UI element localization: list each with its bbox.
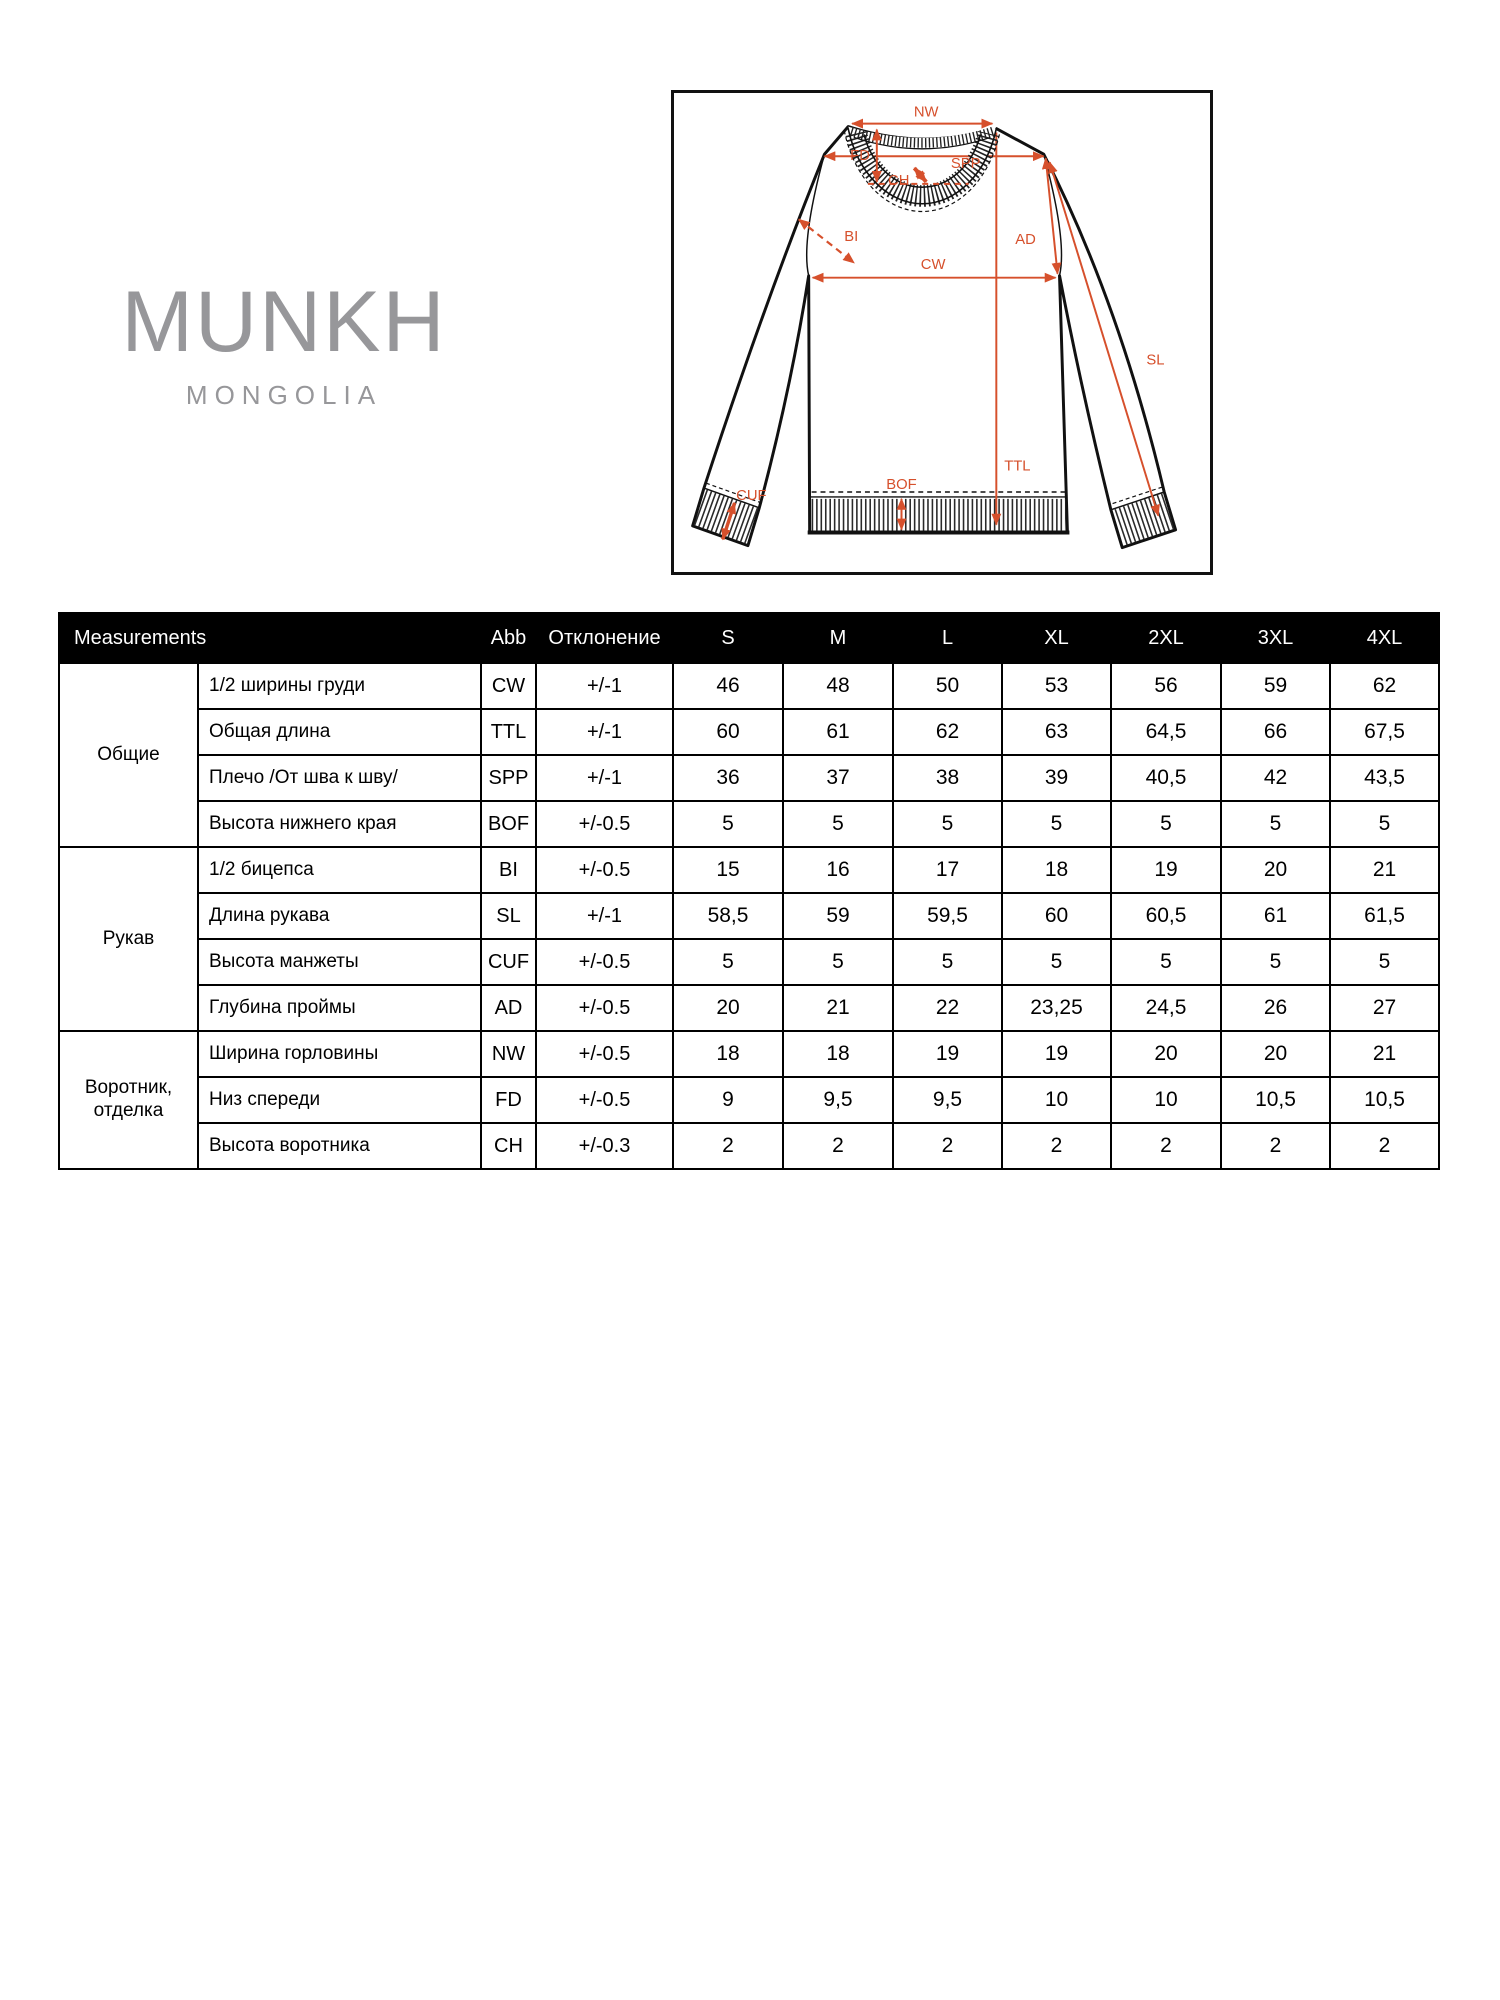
abbreviation: SPP xyxy=(481,755,536,801)
value-m: 5 xyxy=(783,801,893,847)
value-xl: 60 xyxy=(1002,893,1111,939)
value-2xl: 2 xyxy=(1111,1123,1221,1169)
value-3xl: 10,5 xyxy=(1221,1077,1330,1123)
value-l: 19 xyxy=(893,1031,1002,1077)
size-table xyxy=(58,612,1440,1170)
value-s: 20 xyxy=(673,985,783,1031)
table-row xyxy=(59,1123,1439,1169)
value-2xl: 56 xyxy=(1111,663,1221,709)
group-label-sleeve: Рукав xyxy=(59,847,198,1031)
value-l: 59,5 xyxy=(893,893,1002,939)
value-m: 9,5 xyxy=(783,1077,893,1123)
value-s: 36 xyxy=(673,755,783,801)
value-s: 58,5 xyxy=(673,893,783,939)
measurement-name: Высота воротника xyxy=(198,1123,481,1169)
value-l: 17 xyxy=(893,847,1002,893)
value-l: 50 xyxy=(893,663,1002,709)
tolerance: +/-1 xyxy=(536,709,673,755)
tolerance: +/-0.5 xyxy=(536,985,673,1031)
table-row xyxy=(59,1077,1439,1123)
value-xl: 5 xyxy=(1002,939,1111,985)
value-s: 5 xyxy=(673,939,783,985)
value-m: 37 xyxy=(783,755,893,801)
header-size-4xl: 4XL xyxy=(1330,613,1439,663)
measurement-name: Глубина проймы xyxy=(198,985,481,1031)
value-l: 9,5 xyxy=(893,1077,1002,1123)
measurement-name: 1/2 ширины груди xyxy=(198,663,481,709)
value-2xl: 10 xyxy=(1111,1077,1221,1123)
header-size-xl: XL xyxy=(1002,613,1111,663)
tolerance: +/-1 xyxy=(536,755,673,801)
value-l: 38 xyxy=(893,755,1002,801)
value-s: 46 xyxy=(673,663,783,709)
table-row xyxy=(59,893,1439,939)
ch-label: CH xyxy=(888,172,910,189)
value-m: 2 xyxy=(783,1123,893,1169)
tolerance: +/-0.3 xyxy=(536,1123,673,1169)
abbreviation: BOF xyxy=(481,801,536,847)
bi-label: BI xyxy=(844,229,859,246)
abbreviation: CW xyxy=(481,663,536,709)
value-3xl: 5 xyxy=(1221,801,1330,847)
value-m: 21 xyxy=(783,985,893,1031)
table-row xyxy=(59,755,1439,801)
cuf-label: CUF xyxy=(736,487,767,504)
value-s: 2 xyxy=(673,1123,783,1169)
value-4xl: 5 xyxy=(1330,939,1439,985)
group-label-collar: Воротник, отделка xyxy=(59,1031,198,1169)
tolerance: +/-1 xyxy=(536,663,673,709)
measurement-name: Длина рукава xyxy=(198,893,481,939)
abbreviation: AD xyxy=(481,985,536,1031)
value-xl: 18 xyxy=(1002,847,1111,893)
value-3xl: 42 xyxy=(1221,755,1330,801)
header-measurements: Measurements xyxy=(59,613,481,663)
value-s: 5 xyxy=(673,801,783,847)
value-4xl: 62 xyxy=(1330,663,1439,709)
value-xl: 23,25 xyxy=(1002,985,1111,1031)
value-4xl: 2 xyxy=(1330,1123,1439,1169)
abbreviation: NW xyxy=(481,1031,536,1077)
ad-label: AD xyxy=(1015,232,1036,249)
header-size-m: M xyxy=(783,613,893,663)
value-2xl: 40,5 xyxy=(1111,755,1221,801)
value-4xl: 10,5 xyxy=(1330,1077,1439,1123)
value-m: 16 xyxy=(783,847,893,893)
measurement-name: Низ спереди xyxy=(198,1077,481,1123)
tolerance: +/-0.5 xyxy=(536,939,673,985)
value-l: 5 xyxy=(893,801,1002,847)
value-xl: 39 xyxy=(1002,755,1111,801)
nw-label: NW xyxy=(913,104,939,121)
value-m: 48 xyxy=(783,663,893,709)
cw-label: CW xyxy=(920,256,946,273)
value-m: 5 xyxy=(783,939,893,985)
table-row xyxy=(59,939,1439,985)
table-row xyxy=(59,801,1439,847)
value-xl: 2 xyxy=(1002,1123,1111,1169)
value-s: 18 xyxy=(673,1031,783,1077)
value-3xl: 20 xyxy=(1221,1031,1330,1077)
value-l: 62 xyxy=(893,709,1002,755)
value-2xl: 5 xyxy=(1111,801,1221,847)
ttl-label: TTL xyxy=(1004,458,1031,475)
value-4xl: 67,5 xyxy=(1330,709,1439,755)
value-s: 9 xyxy=(673,1077,783,1123)
header-size-3xl: 3XL xyxy=(1221,613,1330,663)
bof-label: BOF xyxy=(886,477,917,494)
table-row xyxy=(59,847,1439,893)
value-2xl: 64,5 xyxy=(1111,709,1221,755)
value-s: 60 xyxy=(673,709,783,755)
value-3xl: 20 xyxy=(1221,847,1330,893)
tolerance: +/-0.5 xyxy=(536,847,673,893)
value-m: 18 xyxy=(783,1031,893,1077)
header-size-2xl: 2XL xyxy=(1111,613,1221,663)
header-size-l: L xyxy=(893,613,1002,663)
value-3xl: 2 xyxy=(1221,1123,1330,1169)
fd-label: FD xyxy=(850,148,870,165)
value-m: 59 xyxy=(783,893,893,939)
sweater-diagram-svg xyxy=(674,93,1210,572)
value-3xl: 26 xyxy=(1221,985,1330,1031)
abbreviation: BI xyxy=(481,847,536,893)
spp-label: SPP xyxy=(950,156,981,173)
table-header-row xyxy=(59,613,1439,663)
value-3xl: 66 xyxy=(1221,709,1330,755)
value-4xl: 21 xyxy=(1330,1031,1439,1077)
value-xl: 63 xyxy=(1002,709,1111,755)
value-m: 61 xyxy=(783,709,893,755)
tolerance: +/-0.5 xyxy=(536,1077,673,1123)
value-l: 5 xyxy=(893,939,1002,985)
brand-logo xyxy=(104,274,464,411)
value-2xl: 24,5 xyxy=(1111,985,1221,1031)
measurement-name: Плечо /От шва к шву/ xyxy=(198,755,481,801)
table-row xyxy=(59,709,1439,755)
value-l: 22 xyxy=(893,985,1002,1031)
measurement-name: Высота манжеты xyxy=(198,939,481,985)
value-4xl: 27 xyxy=(1330,985,1439,1031)
table-row xyxy=(59,663,1439,709)
measurement-diagram xyxy=(671,90,1213,575)
header-tolerance: Отклонение xyxy=(536,613,673,663)
value-4xl: 43,5 xyxy=(1330,755,1439,801)
value-xl: 53 xyxy=(1002,663,1111,709)
measurement-name: Общая длина xyxy=(198,709,481,755)
tolerance: +/-0.5 xyxy=(536,801,673,847)
header-size-s: S xyxy=(673,613,783,663)
sl-label: SL xyxy=(1146,352,1165,369)
table-row xyxy=(59,1031,1439,1077)
value-xl: 5 xyxy=(1002,801,1111,847)
value-2xl: 60,5 xyxy=(1111,893,1221,939)
brand-subtitle: MONGOLIA xyxy=(185,380,383,410)
abbreviation: TTL xyxy=(481,709,536,755)
value-xl: 10 xyxy=(1002,1077,1111,1123)
value-2xl: 5 xyxy=(1111,939,1221,985)
measurement-name: Ширина горловины xyxy=(198,1031,481,1077)
value-s: 15 xyxy=(673,847,783,893)
abbreviation: SL xyxy=(481,893,536,939)
abbreviation: CH xyxy=(481,1123,536,1169)
measurement-name: 1/2 бицепса xyxy=(198,847,481,893)
abbreviation: CUF xyxy=(481,939,536,985)
value-3xl: 59 xyxy=(1221,663,1330,709)
value-4xl: 61,5 xyxy=(1330,893,1439,939)
value-4xl: 21 xyxy=(1330,847,1439,893)
value-l: 2 xyxy=(893,1123,1002,1169)
value-3xl: 61 xyxy=(1221,893,1330,939)
table-row xyxy=(59,985,1439,1031)
tolerance: +/-1 xyxy=(536,893,673,939)
value-4xl: 5 xyxy=(1330,801,1439,847)
tolerance: +/-0.5 xyxy=(536,1031,673,1077)
value-2xl: 19 xyxy=(1111,847,1221,893)
measurement-name: Высота нижнего края xyxy=(198,801,481,847)
header-abb: Abb xyxy=(481,613,536,663)
brand-name: MUNKH xyxy=(121,274,447,370)
value-3xl: 5 xyxy=(1221,939,1330,985)
abbreviation: FD xyxy=(481,1077,536,1123)
value-2xl: 20 xyxy=(1111,1031,1221,1077)
value-xl: 19 xyxy=(1002,1031,1111,1077)
group-label-general: Общие xyxy=(59,663,198,847)
